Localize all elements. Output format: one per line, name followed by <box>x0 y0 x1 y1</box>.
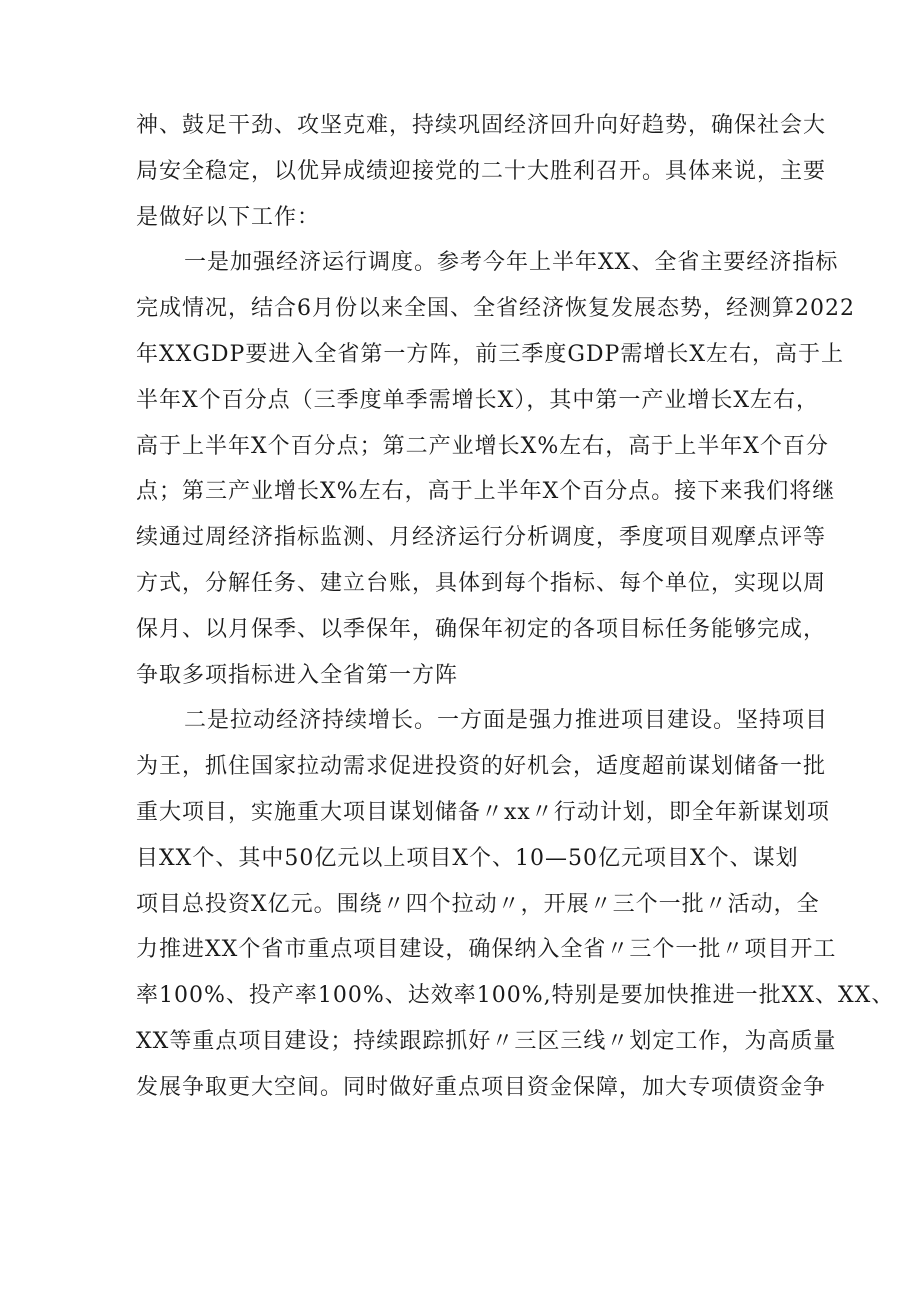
text-line: 率100%、投产率100%、达效率100%,特别是要加快推进一批XX、XX、 <box>136 983 895 1009</box>
text-line: 年XXGDP要进入全省第一方阵，前三季度GDP需增长X左右，高于上 <box>136 341 845 367</box>
text-line: 高于上半年X个百分点；第二产业增长X%左右，高于上半年X个百分 <box>136 433 829 459</box>
text-line: 目XX个、其中50亿元以上项目X个、10—50亿元项目X个、谋划 <box>136 845 799 871</box>
text-line: 争取多项指标进入全省第一方阵 <box>136 662 459 688</box>
text-line: 一是加强经济运行调度。参考今年上半年XX、全省主要经济指标 <box>184 250 839 276</box>
text-line: 点；第三产业增长X%左右，高于上半年X个百分点。接下来我们将继 <box>136 479 836 505</box>
text-line: 重大项目，实施重大项目谋划储备〃xx〃行动计划，即全年新谋划项 <box>136 799 830 825</box>
text-line: 完成情况，结合6月份以来全国、全省经济恢复发展态势，经测算2022 <box>136 296 855 322</box>
text-line: 力推进XX个省市重点项目建设，确保纳入全省〃三个一批〃项目开工 <box>136 937 837 963</box>
text-line: XX等重点项目建设；持续跟踪抓好〃三区三线〃划定工作，为高质量 <box>136 1028 837 1054</box>
text-line: 续通过周经济指标监测、月经济运行分析调度，季度项目观摩点评等 <box>136 525 827 551</box>
text-line: 方式，分解任务、建立台账，具体到每个指标、每个单位，实现以周 <box>136 570 827 596</box>
text-line: 项目总投资X亿元。围绕〃四个拉动〃，开展〃三个一批〃活动，全 <box>136 891 820 917</box>
text-line: 局安全稳定，以优异成绩迎接党的二十大胜利召开。具体来说，主要 <box>136 158 827 184</box>
text-line: 保月、以月保季、以季保年，确保年初定的各项目标任务能够完成， <box>136 616 827 642</box>
text-line: 是做好以下工作： <box>136 204 321 230</box>
text-line: 二是拉动经济持续增长。一方面是强力推进项目建设。坚持项目 <box>184 708 829 734</box>
text-line: 神、鼓足干劲、攻坚克难，持续巩固经济回升向好趋势，确保社会大 <box>136 113 827 138</box>
document-body <box>136 103 895 1111</box>
text-line: 半年X个百分点（三季度单季需增长X），其中第一产业增长X左右， <box>136 387 819 413</box>
text-line: 发展争取更大空间。同时做好重点项目资金保障，加大专项债资金争 <box>136 1074 827 1100</box>
text-line: 为王，抓住国家拉动需求促进投资的好机会，适度超前谋划储备一批 <box>136 754 827 780</box>
